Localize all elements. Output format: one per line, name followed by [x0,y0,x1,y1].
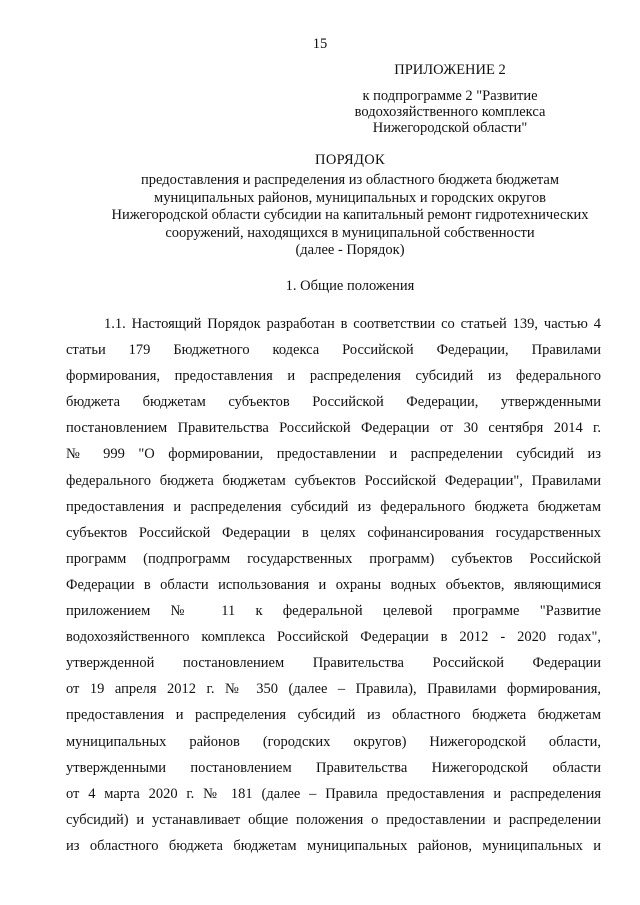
body-line: от 4 марта 2020 г. № 181 (далее – Правила предоставления и распределения [66,785,601,802]
body-line: муниципальных районов (городских округов) Нижегородской области, [66,733,601,750]
appendix-block [330,62,570,142]
body-line: № 999 "О формировании, предоставлении и распределении субсидий из [66,446,601,463]
body-line: бюджета бюджетам субъектов Российской Федерации, утвержденными [66,394,601,411]
body-line: статьи 179 Бюджетного кодекса Российской Федерации, Правилами [66,342,601,359]
body-line: 1.1. Настоящий Порядок разработан в соответствии со статьей 139, частью 4 [104,316,601,332]
body-paragraph [66,311,601,859]
subtitle-line: предоставления и распределения из областного бюджета бюджетам [140,172,560,188]
body-line: утвержденными постановлением Правительства Нижегородской области [66,759,601,776]
body-line: федерального бюджета бюджетам субъектов Российской Федерации", Правилами [66,472,601,489]
subtitle-line: сооружений, находящихся в муниципальной собственности [165,224,535,241]
body-line: постановлением Правительства Российской Федерации от 30 сентября 2014 г. [66,420,601,437]
appendix-line: Нижегородской области" [372,120,528,136]
body-line: предоставления и распределения субсидий из областного бюджета бюджетам [66,707,601,724]
document-title: ПОРЯДОК [315,152,385,168]
body-line: утвержденной постановлением Правительства Российской Федерации [66,655,601,672]
section-heading: 1. Общие положения [285,278,415,294]
body-line: субсидий) и устанавливает общие положения о предоставлении и распределении [66,811,601,828]
document-subtitle [0,172,640,260]
body-line: программ (подпрограмм государственных программ) субъектов Российской [66,550,601,567]
body-line: от 19 апреля 2012 г. № 350 (далее – Правила), Правилами формирования, [66,681,601,698]
body-line: формирования, предоставления и распределения субсидий из федерального [66,368,601,385]
appendix-title: ПРИЛОЖЕНИЕ 2 [394,62,506,78]
subtitle-line: муниципальных районов, муниципальных и городских округов [154,189,546,206]
page-number: 15 [312,36,328,52]
appendix-line: водохозяйственного комплекса [354,104,546,120]
body-line: Федерации в области использования и охраны водных объектов, являющимися [66,576,601,593]
body-line: приложением № 11 к федеральной целевой программе "Развитие [66,603,601,620]
body-line: водохозяйственного комплекса Российской Федерации в 2012 - 2020 годах", [66,629,601,646]
subtitle-line: Нижегородской области субсидии на капитальный ремонт гидротехнических [111,207,589,224]
body-line: субъектов Российской Федерации в целях софинансирования государственных [66,524,601,541]
subtitle-line: (далее - Порядок) [295,242,405,259]
body-line: из областного бюджета бюджетам муниципальных районов, муниципальных и [66,837,601,854]
appendix-line: к подпрограмме 2 "Развитие [362,88,538,104]
body-line: предоставления и распределения субсидий из федерального бюджета бюджетам [66,498,601,515]
